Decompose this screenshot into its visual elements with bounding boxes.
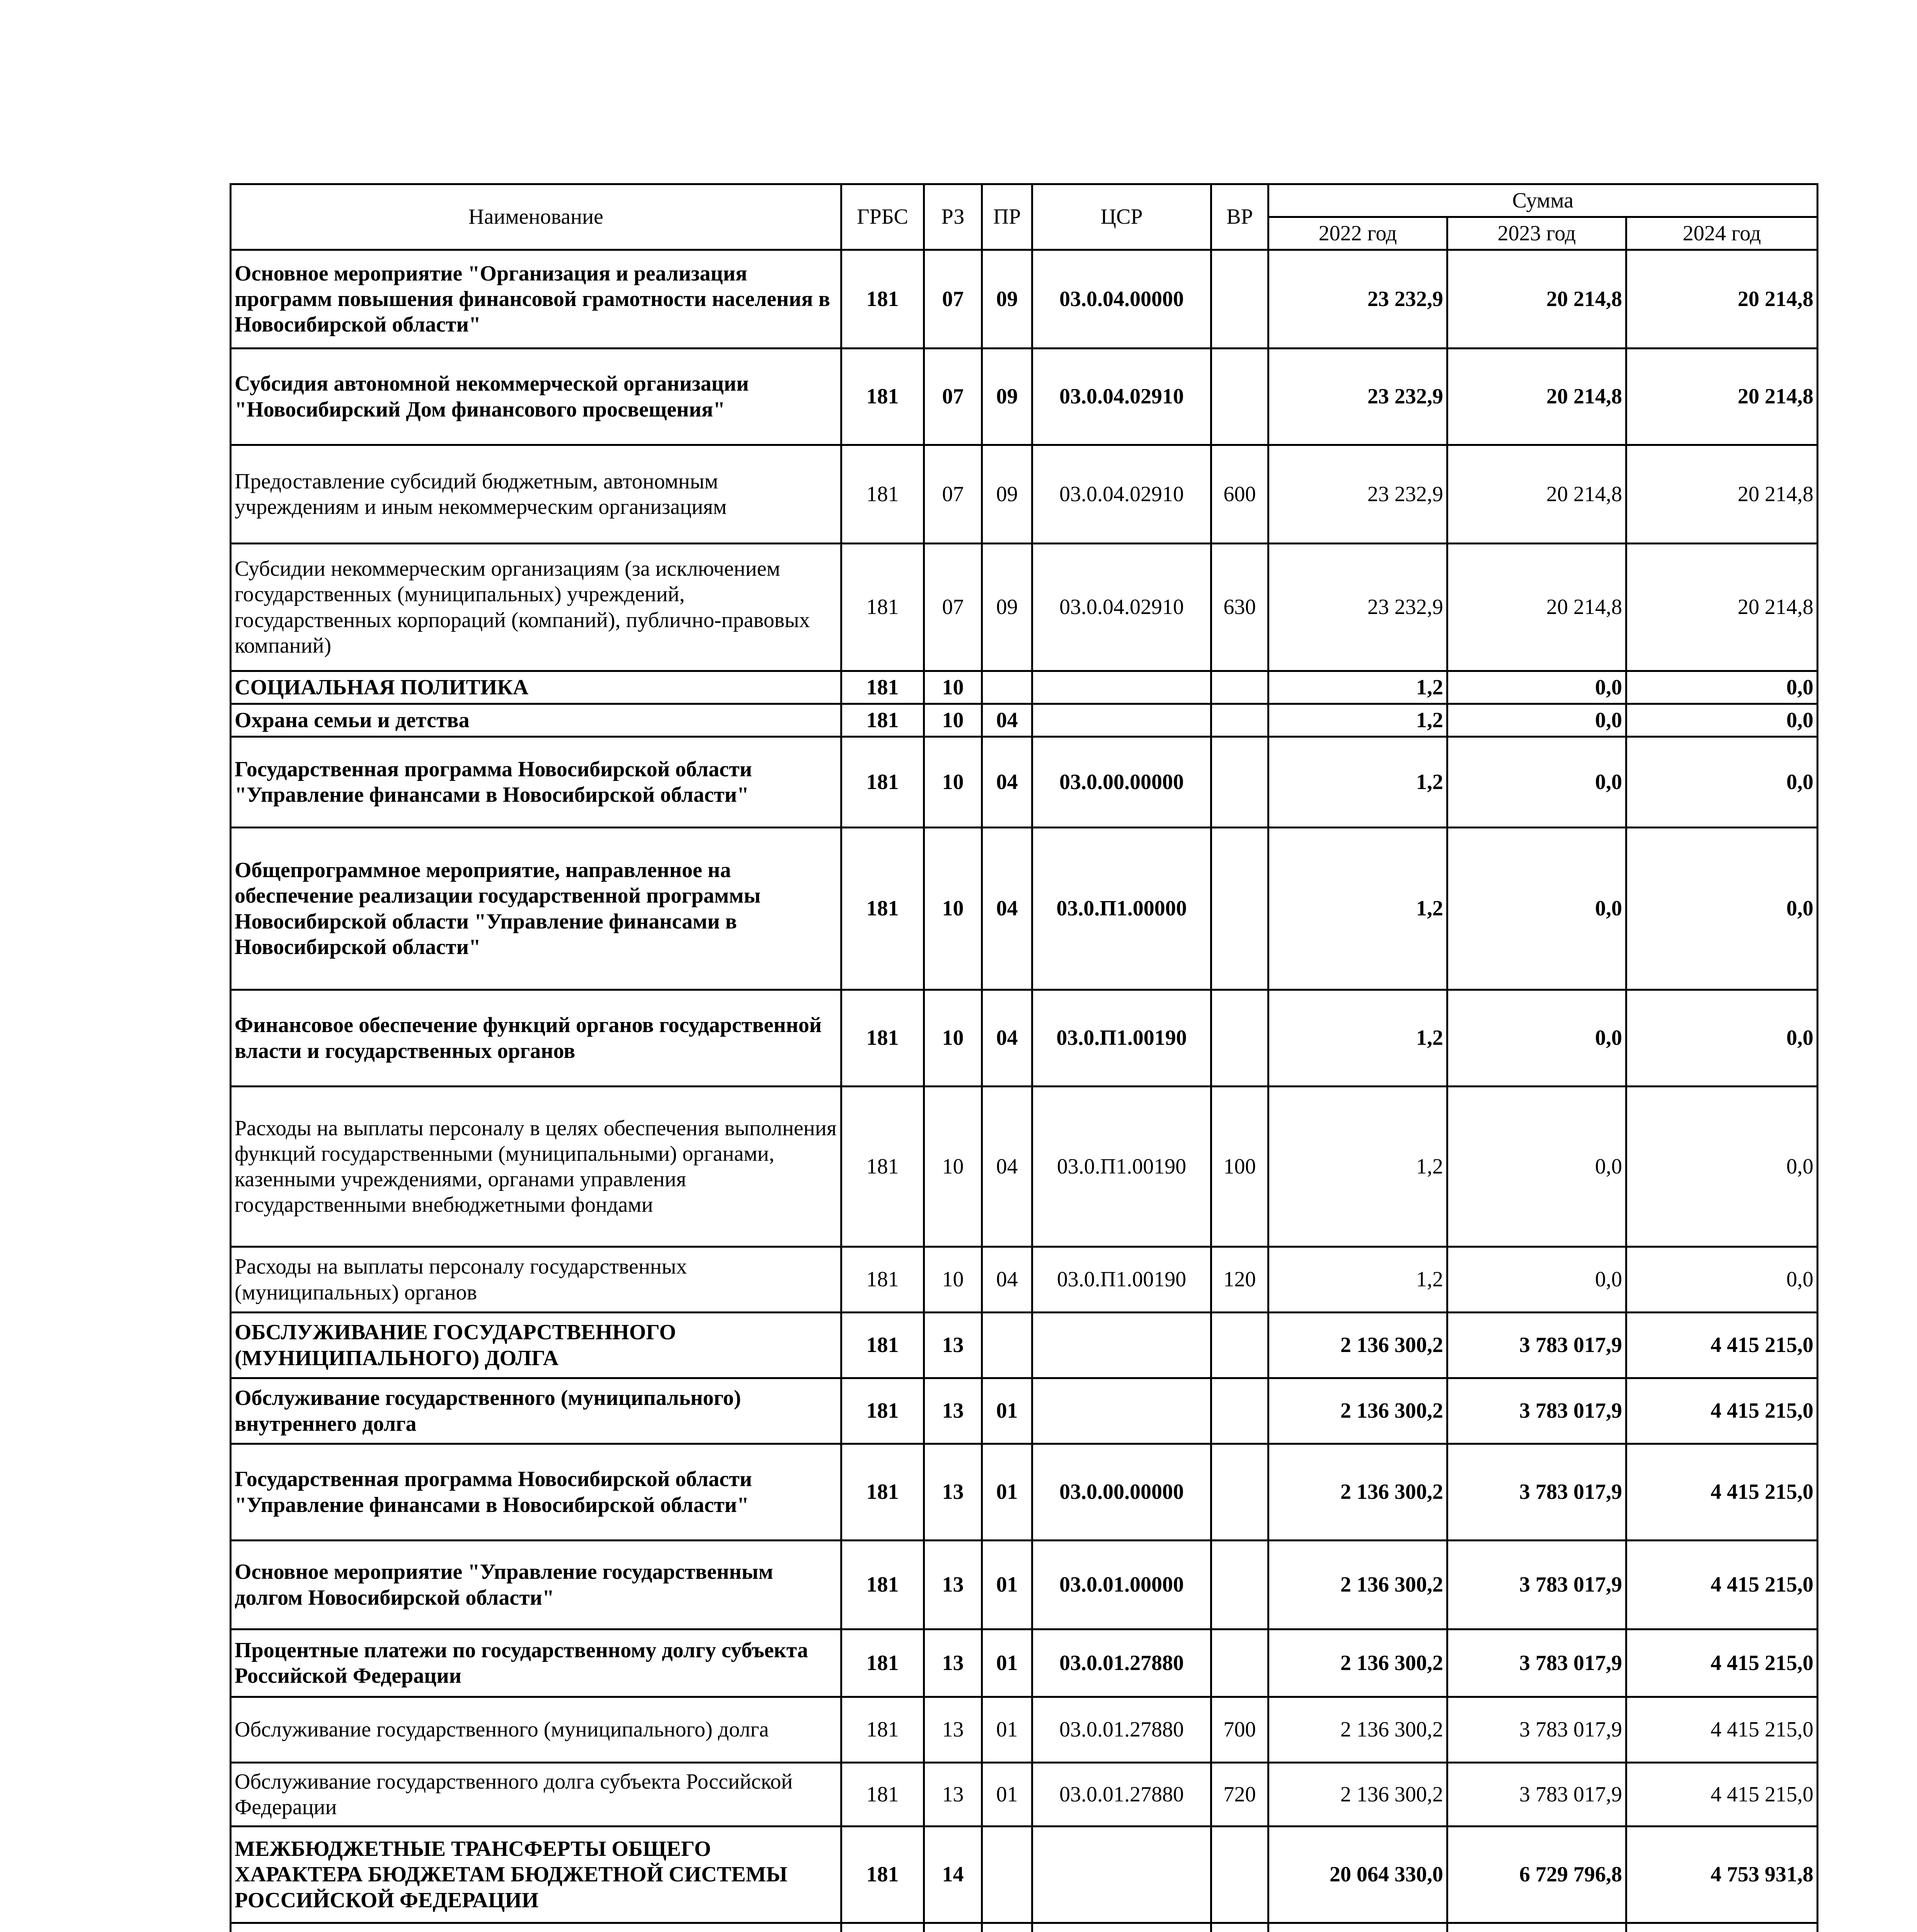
cell-sum-2024: 0,0: [1626, 671, 1818, 704]
cell-pr: 04: [982, 1087, 1032, 1247]
cell-sum-2024: 20 214,8: [1626, 445, 1818, 544]
column-header-rz: РЗ: [924, 184, 982, 250]
cell-sum-2024: 0,0: [1626, 990, 1818, 1087]
table-row: [231, 544, 1818, 671]
cell-vr: 630: [1211, 544, 1268, 671]
table-row: [231, 349, 1818, 445]
cell-sum-2023: 3 783 017,9: [1447, 1763, 1626, 1827]
cell-grbs: 181: [841, 1247, 924, 1313]
table-row: [231, 445, 1818, 544]
cell-sum-2024: 20 214,8: [1626, 349, 1818, 445]
cell-sum-2022: 1,2: [1268, 704, 1447, 737]
cell-name: ОБСЛУЖИВАНИЕ ГОСУДАРСТВЕННОГО (МУНИЦИПАЛЬНОГО) ДОЛГА: [231, 1313, 841, 1378]
cell-name: Основное мероприятие "Управление государственным долгом Новосибирской области": [231, 1541, 841, 1629]
cell-grbs: 181: [841, 1697, 924, 1763]
column-header-pr: ПР: [982, 184, 1032, 250]
table-row: [231, 1827, 1818, 1923]
cell-pr: 01: [982, 1444, 1032, 1541]
cell-csr: 03.0.00.00000: [1032, 737, 1211, 828]
cell-sum-2024: 0,0: [1626, 1087, 1818, 1247]
cell-rz: [924, 1923, 982, 1932]
cell-rz: 13: [924, 1313, 982, 1378]
cell-csr: [1032, 1378, 1211, 1444]
cell-csr: 03.0.04.00000: [1032, 250, 1211, 349]
cell-csr: 03.0.01.27880: [1032, 1763, 1211, 1827]
cell-sum-2022: 23 232,9: [1268, 544, 1447, 671]
cell-vr: [1211, 1541, 1268, 1629]
cell-vr: [1211, 250, 1268, 349]
cell-vr: [1211, 828, 1268, 990]
cell-vr: [1211, 1629, 1268, 1697]
cell-rz: 13: [924, 1444, 982, 1541]
cell-grbs: 181: [841, 990, 924, 1087]
cell-grbs: 181: [841, 349, 924, 445]
table-header: [231, 184, 1818, 250]
cell-pr: 04: [982, 737, 1032, 828]
cell-sum-2022: 23 232,9: [1268, 445, 1447, 544]
cell-sum-2023: 3 783 017,9: [1447, 1541, 1626, 1629]
cell-sum-2024: 4 415 215,0: [1626, 1541, 1818, 1629]
cell-csr: 03.0.04.02910: [1032, 445, 1211, 544]
cell-name: МЕЖБЮДЖЕТНЫЕ ТРАНСФЕРТЫ ОБЩЕГО ХАРАКТЕРА БЮДЖЕТАМ БЮДЖЕТНОЙ СИСТЕМЫ РОССИЙСКОЙ ФЕДЕРАЦИИ: [231, 1827, 841, 1923]
cell-sum-2023: 0,0: [1447, 990, 1626, 1087]
cell-vr: [1211, 1827, 1268, 1923]
cell-vr: [1211, 1923, 1268, 1932]
cell-csr: [1032, 1923, 1211, 1932]
column-header-name: Наименование: [231, 184, 841, 250]
cell-pr: 04: [982, 990, 1032, 1087]
cell-sum-2023: 0,0: [1447, 737, 1626, 828]
cell-sum-2022: 2 136 300,2: [1268, 1378, 1447, 1444]
cell-sum-2022: 2 136 300,2: [1268, 1541, 1447, 1629]
cell-rz: 13: [924, 1629, 982, 1697]
cell-csr: 03.0.04.02910: [1032, 349, 1211, 445]
cell-vr: [1211, 1378, 1268, 1444]
cell-name: Обслуживание государственного (муниципального) долга: [231, 1697, 841, 1763]
cell-sum-2024: 4 415 215,0: [1626, 1378, 1818, 1444]
cell-pr: [982, 1313, 1032, 1378]
cell-sum-2023: 0,0: [1447, 1247, 1626, 1313]
cell-name: Обслуживание государственного долга субъекта Российской Федерации: [231, 1763, 841, 1827]
cell-grbs: 181: [841, 445, 924, 544]
cell-sum-2023: 20 214,8: [1447, 250, 1626, 349]
cell-sum-2024: 0,0: [1626, 1247, 1818, 1313]
cell-sum-2022: 2 136 300,2: [1268, 1629, 1447, 1697]
cell-name: Расходы на выплаты персоналу государственных (муниципальных) органов: [231, 1247, 841, 1313]
cell-sum-2024: 0,0: [1626, 704, 1818, 737]
cell-pr: 04: [982, 828, 1032, 990]
cell-sum-2022: 1,2: [1268, 737, 1447, 828]
cell-grbs: 181: [841, 1378, 924, 1444]
cell-pr: 09: [982, 544, 1032, 671]
cell-rz: 07: [924, 544, 982, 671]
cell-sum-2023: [1447, 1923, 1626, 1932]
cell-pr: 09: [982, 250, 1032, 349]
cell-name: Финансовое обеспечение функций органов государственной власти и государственных органов: [231, 990, 841, 1087]
cell-name: Государственная программа Новосибирской области "Управление финансами в Новосибирской области": [231, 1444, 841, 1541]
cell-pr: [982, 1923, 1032, 1932]
cell-sum-2024: 0,0: [1626, 828, 1818, 990]
cell-vr: [1211, 1313, 1268, 1378]
cell-rz: 10: [924, 990, 982, 1087]
cell-csr: 03.0.04.02910: [1032, 544, 1211, 671]
cell-sum-2023: 3 783 017,9: [1447, 1629, 1626, 1697]
cell-csr: 03.0.01.00000: [1032, 1541, 1211, 1629]
cell-name: Субсидия автономной некоммерческой организации "Новосибирский Дом финансового просвещения": [231, 349, 841, 445]
cell-rz: 13: [924, 1378, 982, 1444]
column-header-2022: 2022 год: [1268, 217, 1447, 250]
column-header-sum: Сумма: [1268, 184, 1818, 217]
cell-rz: 10: [924, 671, 982, 704]
cell-sum-2022: 2 136 300,2: [1268, 1313, 1447, 1378]
cell-sum-2022: 2 136 300,2: [1268, 1763, 1447, 1827]
cell-pr: 09: [982, 445, 1032, 544]
cell-grbs: 181: [841, 704, 924, 737]
table-row: [231, 1629, 1818, 1697]
cell-sum-2022: 1,2: [1268, 990, 1447, 1087]
cell-sum-2024: 4 415 215,0: [1626, 1629, 1818, 1697]
cell-vr: 720: [1211, 1763, 1268, 1827]
cell-sum-2024: 4 415 215,0: [1626, 1763, 1818, 1827]
cell-vr: [1211, 1444, 1268, 1541]
cell-sum-2022: 23 232,9: [1268, 349, 1447, 445]
table-body: [231, 250, 1818, 1932]
cell-name: Процентные платежи по государственному долгу субъекта Российской Федерации: [231, 1629, 841, 1697]
cell-csr: [1032, 671, 1211, 704]
cell-pr: 01: [982, 1629, 1032, 1697]
cell-csr: [1032, 1313, 1211, 1378]
cell-sum-2022: 2 136 300,2: [1268, 1444, 1447, 1541]
column-header-2024: 2024 год: [1626, 217, 1818, 250]
cell-rz: 07: [924, 349, 982, 445]
cell-pr: 01: [982, 1378, 1032, 1444]
cell-grbs: 181: [841, 1444, 924, 1541]
table-row: [231, 828, 1818, 990]
cell-grbs: 181: [841, 737, 924, 828]
cell-vr: 600: [1211, 445, 1268, 544]
cell-sum-2023: 3 783 017,9: [1447, 1378, 1626, 1444]
cell-rz: 13: [924, 1763, 982, 1827]
cell-sum-2023: 3 783 017,9: [1447, 1313, 1626, 1378]
cell-sum-2023: 0,0: [1447, 671, 1626, 704]
cell-rz: 10: [924, 704, 982, 737]
cell-sum-2022: 1,2: [1268, 1247, 1447, 1313]
cell-name: Субсидии некоммерческим организациям (за исключением государственных (муниципальных) учреждений, государственных корпораций (компаний), публично-правовых компаний): [231, 544, 841, 671]
cell-pr: [982, 671, 1032, 704]
cell-pr: 01: [982, 1697, 1032, 1763]
cell-grbs: 181: [841, 671, 924, 704]
cell-csr: 03.0.П1.00000: [1032, 828, 1211, 990]
cell-csr: 03.0.00.00000: [1032, 1444, 1211, 1541]
table-row: [231, 1923, 1818, 1932]
cell-sum-2022: 2 136 300,2: [1268, 1697, 1447, 1763]
cell-sum-2022: 23 232,9: [1268, 250, 1447, 349]
column-header-vr: ВР: [1211, 184, 1268, 250]
cell-rz: 13: [924, 1697, 982, 1763]
cell-csr: 03.0.П1.00190: [1032, 990, 1211, 1087]
cell-sum-2024: [1626, 1923, 1818, 1932]
cell-vr: 100: [1211, 1087, 1268, 1247]
cell-name: Обслуживание государственного (муниципального) внутреннего долга: [231, 1378, 841, 1444]
column-header-2023: 2023 год: [1447, 217, 1626, 250]
cell-pr: 04: [982, 1247, 1032, 1313]
cell-name: Общепрограммное мероприятие, направленное на обеспечение реализации государственной программы Новосибирской области "Управление финансами в Новосибирской области": [231, 828, 841, 990]
cell-grbs: 181: [841, 1763, 924, 1827]
cell-rz: 10: [924, 828, 982, 990]
cell-grbs: 181: [841, 1827, 924, 1923]
cell-sum-2023: 0,0: [1447, 704, 1626, 737]
cell-rz: 10: [924, 737, 982, 828]
cell-rz: 10: [924, 1087, 982, 1247]
table-row: [231, 1087, 1818, 1247]
cell-sum-2022: 1,2: [1268, 671, 1447, 704]
cell-name: Охрана семьи и детства: [231, 704, 841, 737]
cell-csr: [1032, 1827, 1211, 1923]
cell-name: [231, 1923, 841, 1932]
table-row: [231, 990, 1818, 1087]
cell-sum-2023: 3 783 017,9: [1447, 1444, 1626, 1541]
cell-sum-2024: 0,0: [1626, 737, 1818, 828]
table-row: [231, 250, 1818, 349]
cell-sum-2024: 20 214,8: [1626, 544, 1818, 671]
cell-sum-2023: 0,0: [1447, 1087, 1626, 1247]
cell-name: Предоставление субсидий бюджетным, автономным учреждениям и иным некоммерческим организациям: [231, 445, 841, 544]
cell-name: Основное мероприятие "Организация и реализация программ повышения финансовой грамотности населения в Новосибирской области": [231, 250, 841, 349]
table-row: [231, 737, 1818, 828]
budget-table: [230, 183, 1818, 1932]
cell-sum-2023: 20 214,8: [1447, 445, 1626, 544]
cell-grbs: 181: [841, 1629, 924, 1697]
cell-sum-2022: 1,2: [1268, 828, 1447, 990]
cell-csr: 03.0.01.27880: [1032, 1697, 1211, 1763]
table-row: [231, 704, 1818, 737]
cell-name: СОЦИАЛЬНАЯ ПОЛИТИКА: [231, 671, 841, 704]
cell-sum-2022: [1268, 1923, 1447, 1932]
cell-grbs: 181: [841, 828, 924, 990]
cell-rz: 07: [924, 250, 982, 349]
cell-csr: [1032, 704, 1211, 737]
cell-grbs: 181: [841, 544, 924, 671]
cell-sum-2023: 3 783 017,9: [1447, 1697, 1626, 1763]
table-row: [231, 1444, 1818, 1541]
table-row: [231, 1763, 1818, 1827]
cell-vr: [1211, 704, 1268, 737]
cell-rz: 13: [924, 1541, 982, 1629]
cell-rz: 10: [924, 1247, 982, 1313]
table-row: [231, 1541, 1818, 1629]
cell-vr: 120: [1211, 1247, 1268, 1313]
cell-sum-2022: 1,2: [1268, 1087, 1447, 1247]
table-row: [231, 1313, 1818, 1378]
cell-pr: [982, 1827, 1032, 1923]
cell-sum-2024: 4 415 215,0: [1626, 1444, 1818, 1541]
cell-name: Расходы на выплаты персоналу в целях обеспечения выполнения функций государственными (муниципальными) органами, казенными учреждениями, органами управления государственными внебюджетными фондами: [231, 1087, 841, 1247]
cell-name: Государственная программа Новосибирской области "Управление финансами в Новосибирской области": [231, 737, 841, 828]
cell-csr: 03.0.П1.00190: [1032, 1087, 1211, 1247]
cell-vr: [1211, 990, 1268, 1087]
table-row: [231, 671, 1818, 704]
cell-rz: 07: [924, 445, 982, 544]
cell-sum-2023: 0,0: [1447, 828, 1626, 990]
cell-pr: 01: [982, 1541, 1032, 1629]
cell-sum-2023: 6 729 796,8: [1447, 1827, 1626, 1923]
cell-vr: [1211, 349, 1268, 445]
table-row: [231, 1697, 1818, 1763]
cell-csr: 03.0.01.27880: [1032, 1629, 1211, 1697]
table-row: [231, 1378, 1818, 1444]
cell-sum-2023: 20 214,8: [1447, 349, 1626, 445]
cell-sum-2022: 20 064 330,0: [1268, 1827, 1447, 1923]
cell-grbs: 181: [841, 250, 924, 349]
cell-sum-2024: 4 753 931,8: [1626, 1827, 1818, 1923]
cell-sum-2024: 4 415 215,0: [1626, 1697, 1818, 1763]
cell-pr: 04: [982, 704, 1032, 737]
cell-vr: [1211, 737, 1268, 828]
cell-grbs: 181: [841, 1313, 924, 1378]
cell-pr: 09: [982, 349, 1032, 445]
cell-pr: 01: [982, 1763, 1032, 1827]
cell-sum-2024: 20 214,8: [1626, 250, 1818, 349]
cell-grbs: [841, 1923, 924, 1932]
cell-vr: [1211, 671, 1268, 704]
cell-grbs: 181: [841, 1087, 924, 1247]
cell-sum-2024: 4 415 215,0: [1626, 1313, 1818, 1378]
table-row: [231, 1247, 1818, 1313]
cell-rz: 14: [924, 1827, 982, 1923]
column-header-grbs: ГРБС: [841, 184, 924, 250]
cell-sum-2023: 20 214,8: [1447, 544, 1626, 671]
column-header-csr: ЦСР: [1032, 184, 1211, 250]
cell-grbs: 181: [841, 1541, 924, 1629]
cell-vr: 700: [1211, 1697, 1268, 1763]
cell-csr: 03.0.П1.00190: [1032, 1247, 1211, 1313]
